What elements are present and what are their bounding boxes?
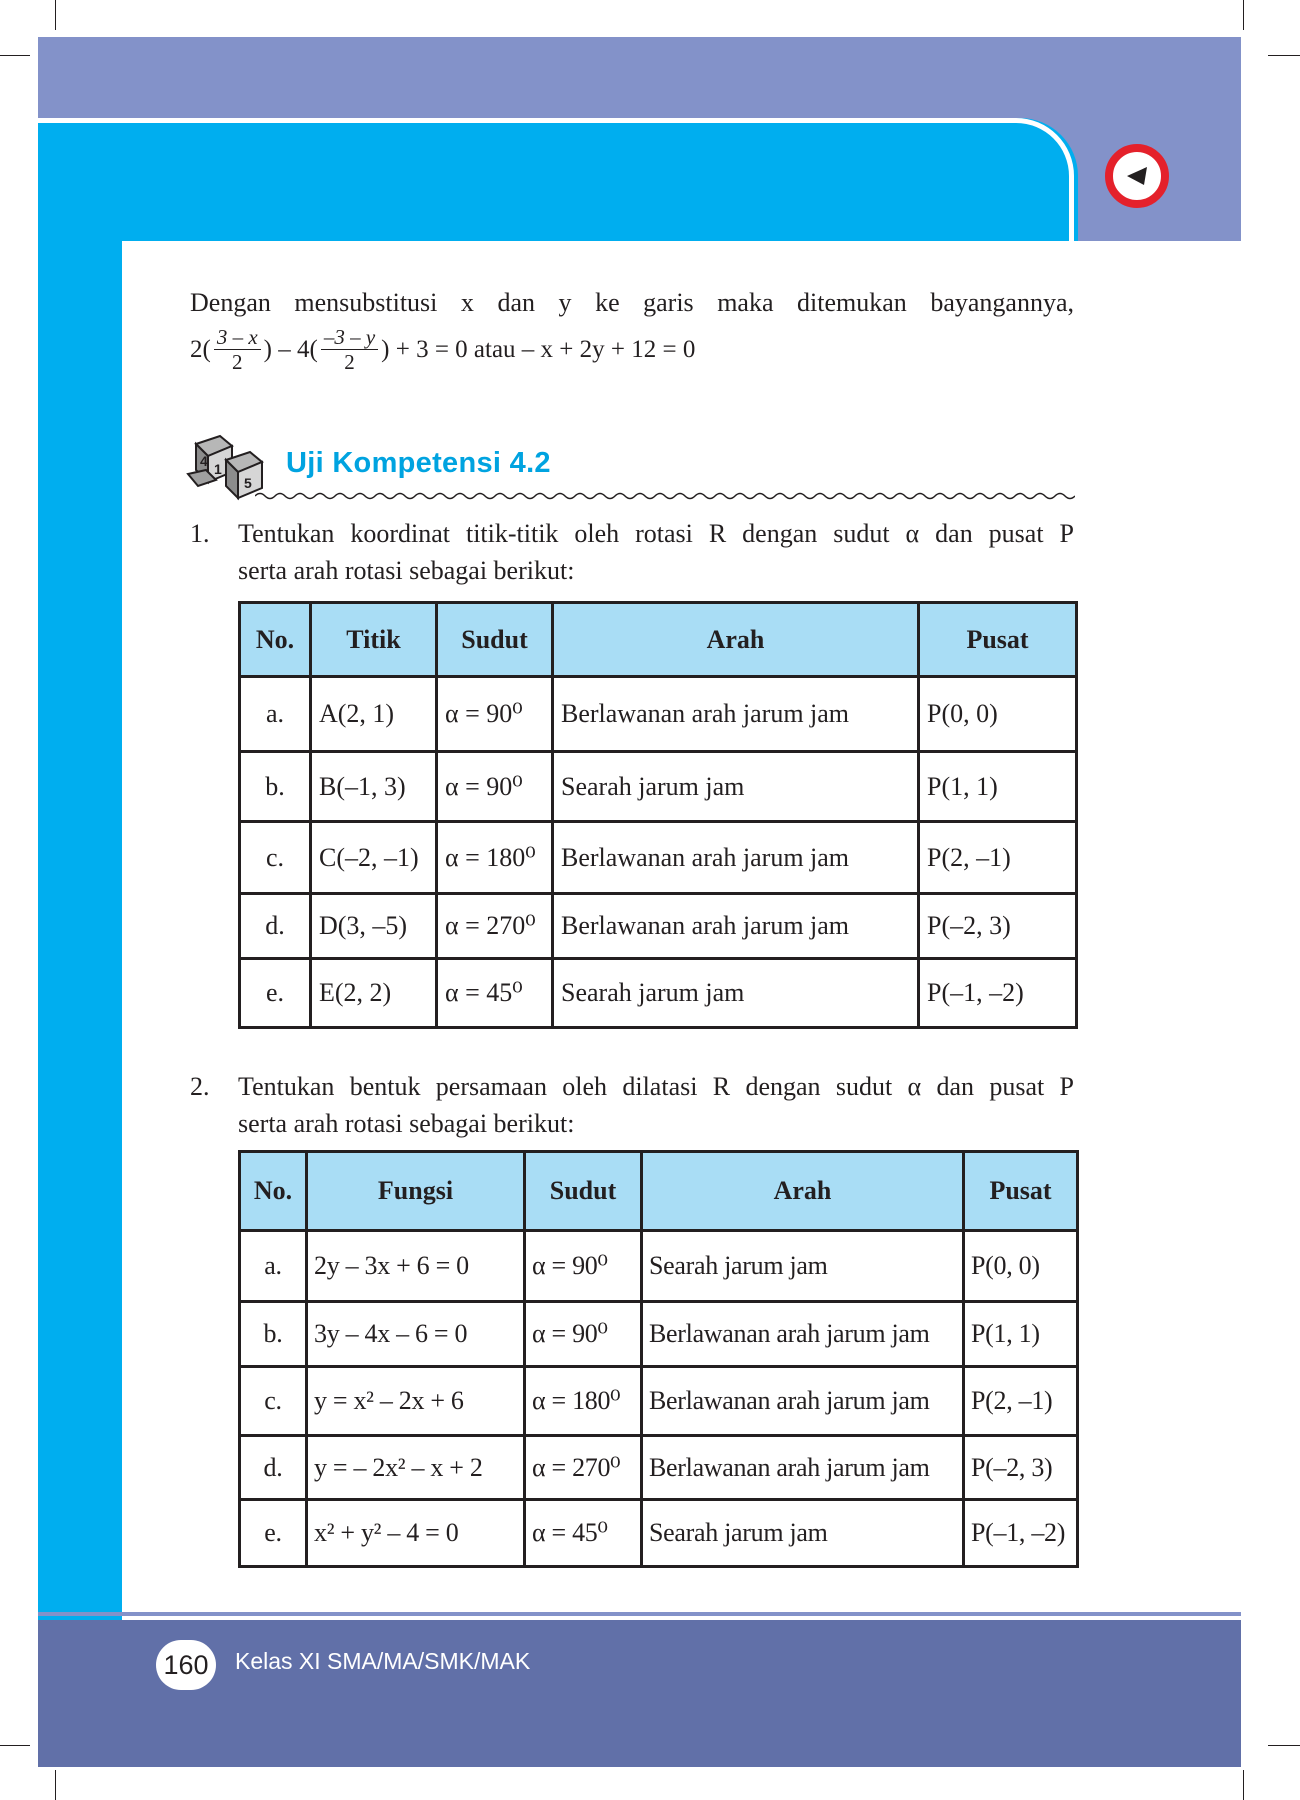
table-cell: Searah jarum jam bbox=[553, 752, 919, 822]
table-cell: P(0, 0) bbox=[964, 1231, 1078, 1302]
column-header: Titik bbox=[311, 603, 437, 677]
header-tab-outline bbox=[38, 118, 1074, 248]
table-cell: Berlawanan arah jarum jam bbox=[553, 677, 919, 752]
crop-mark bbox=[0, 1745, 30, 1746]
table-cell: Searah jarum jam bbox=[642, 1500, 964, 1567]
table-cell: α = 180⁰ bbox=[525, 1367, 642, 1436]
fraction-denominator: 2 bbox=[231, 349, 243, 374]
table-cell: P(0, 0) bbox=[919, 677, 1077, 752]
column-header: Arah bbox=[553, 603, 919, 677]
table-row bbox=[240, 894, 1077, 959]
equation-part: ) + 3 = 0 atau – x + 2y + 12 = 0 bbox=[381, 336, 696, 363]
table-cell: a. bbox=[240, 677, 311, 752]
table-row bbox=[240, 1367, 1078, 1436]
triangle-left-icon bbox=[1125, 166, 1149, 186]
section-title: Uji Kompetensi 4.2 bbox=[286, 447, 551, 479]
table-cell: c. bbox=[240, 1367, 307, 1436]
fraction-denominator: 2 bbox=[344, 349, 355, 374]
table-cell: α = 90⁰ bbox=[437, 677, 553, 752]
table-cell: d. bbox=[240, 1436, 307, 1500]
table-cell: 3y – 4x – 6 = 0 bbox=[307, 1302, 525, 1367]
back-button[interactable] bbox=[1105, 144, 1169, 208]
column-header: Sudut bbox=[437, 603, 553, 677]
table-cell: c. bbox=[240, 822, 311, 894]
footer-band bbox=[38, 1620, 1241, 1767]
crop-mark bbox=[55, 0, 56, 30]
question-1 bbox=[190, 515, 1074, 595]
table-cell: Berlawanan arah jarum jam bbox=[642, 1436, 964, 1500]
table-cell: α = 180⁰ bbox=[437, 822, 553, 894]
column-header: Arah bbox=[642, 1152, 964, 1231]
table-cell: P(–1, –2) bbox=[964, 1500, 1078, 1567]
left-margin-strip bbox=[38, 236, 122, 1620]
svg-text:1: 1 bbox=[214, 461, 222, 477]
table-cell: Berlawanan arah jarum jam bbox=[553, 822, 919, 894]
column-header: Fungsi bbox=[307, 1152, 525, 1231]
crop-mark bbox=[0, 55, 30, 56]
column-header: Sudut bbox=[525, 1152, 642, 1231]
table-cell: α = 45⁰ bbox=[525, 1500, 642, 1567]
crop-mark bbox=[1243, 0, 1244, 30]
equation-part: ) – 4( bbox=[263, 336, 318, 363]
table-row bbox=[240, 1231, 1078, 1302]
table-cell: 2y – 3x + 6 = 0 bbox=[307, 1231, 525, 1302]
crop-mark bbox=[55, 1770, 56, 1800]
table-cell: D(3, –5) bbox=[311, 894, 437, 959]
svg-text:4: 4 bbox=[200, 453, 208, 469]
table-cell: a. bbox=[240, 1231, 307, 1302]
puzzle-cubes-icon bbox=[186, 430, 266, 509]
table-cell: Berlawanan arah jarum jam bbox=[553, 894, 919, 959]
wavy-divider bbox=[255, 489, 1075, 503]
intro-equation bbox=[190, 320, 695, 380]
table-cell: Searah jarum jam bbox=[553, 959, 919, 1028]
table-cell: y = x² – 2x + 6 bbox=[307, 1367, 525, 1436]
footer-divider bbox=[38, 1612, 1241, 1616]
table-cell: Berlawanan arah jarum jam bbox=[642, 1302, 964, 1367]
fraction bbox=[214, 326, 261, 375]
column-header: Pusat bbox=[919, 603, 1077, 677]
crop-mark bbox=[1243, 1770, 1244, 1800]
table-cell: b. bbox=[240, 1302, 307, 1367]
question-number: 2. bbox=[190, 1072, 210, 1101]
table-cell: P(1, 1) bbox=[964, 1302, 1078, 1367]
table-cell: α = 45⁰ bbox=[437, 959, 553, 1028]
svg-text:5: 5 bbox=[244, 475, 252, 491]
table-row bbox=[240, 1436, 1078, 1500]
table-row bbox=[240, 1302, 1078, 1367]
table-cell: α = 90⁰ bbox=[525, 1231, 642, 1302]
table-cell: y = – 2x² – x + 2 bbox=[307, 1436, 525, 1500]
table-row bbox=[240, 752, 1077, 822]
table-cell: Searah jarum jam bbox=[642, 1231, 964, 1302]
question-text bbox=[238, 515, 1074, 589]
table-cell: C(–2, –1) bbox=[311, 822, 437, 894]
table-header-row bbox=[240, 1152, 1078, 1231]
rotation-table bbox=[238, 601, 1078, 1029]
table-row bbox=[240, 1500, 1078, 1567]
question-line: Tentukan bentuk persamaan oleh dilatasi R dengan sudut α dan pusat P bbox=[238, 1072, 1074, 1101]
question-text bbox=[238, 1068, 1074, 1142]
question-line: serta arah rotasi sebagai berikut: bbox=[238, 556, 575, 585]
question-2 bbox=[190, 1068, 1074, 1148]
table-cell: P(2, –1) bbox=[964, 1367, 1078, 1436]
table-cell: P(2, –1) bbox=[919, 822, 1077, 894]
table-row bbox=[240, 677, 1077, 752]
fraction-numerator: 3 – x bbox=[214, 326, 261, 350]
table-cell: x² + y² – 4 = 0 bbox=[307, 1500, 525, 1567]
crop-mark bbox=[1268, 1745, 1300, 1746]
table-cell: B(–1, 3) bbox=[311, 752, 437, 822]
book-title: Kelas XI SMA/MA/SMK/MAK bbox=[235, 1648, 531, 1674]
fraction bbox=[321, 326, 378, 375]
column-header: No. bbox=[240, 1152, 307, 1231]
table-cell: P(–1, –2) bbox=[919, 959, 1077, 1028]
question-line: serta arah rotasi sebagai berikut: bbox=[238, 1109, 575, 1138]
table-cell: α = 270⁰ bbox=[525, 1436, 642, 1500]
question-line: Tentukan koordinat titik-titik oleh rotasi R dengan sudut α dan pusat P bbox=[238, 519, 1074, 548]
table-cell: d. bbox=[240, 894, 311, 959]
table-cell: Berlawanan arah jarum jam bbox=[642, 1367, 964, 1436]
crop-mark bbox=[1268, 55, 1300, 56]
table-cell: α = 90⁰ bbox=[437, 752, 553, 822]
table-cell: α = 90⁰ bbox=[525, 1302, 642, 1367]
table-cell: P(–2, 3) bbox=[919, 894, 1077, 959]
question-number: 1. bbox=[190, 519, 210, 548]
table-row bbox=[240, 959, 1077, 1028]
column-header: No. bbox=[240, 603, 311, 677]
table-cell: P(–2, 3) bbox=[964, 1436, 1078, 1500]
table-cell: b. bbox=[240, 752, 311, 822]
table-cell: α = 270⁰ bbox=[437, 894, 553, 959]
table-row bbox=[240, 822, 1077, 894]
table-cell: E(2, 2) bbox=[311, 959, 437, 1028]
table-cell: A(2, 1) bbox=[311, 677, 437, 752]
table-cell: e. bbox=[240, 959, 311, 1028]
table-header-row bbox=[240, 603, 1077, 677]
intro-paragraph: Dengan mensubstitusi x dan y ke garis maka ditemukan bayangannya, bbox=[190, 288, 1074, 317]
fraction-numerator: –3 – y bbox=[321, 326, 378, 350]
table-cell: P(1, 1) bbox=[919, 752, 1077, 822]
table-cell: e. bbox=[240, 1500, 307, 1567]
dilation-table bbox=[238, 1150, 1079, 1568]
page-number: 160 bbox=[156, 1640, 216, 1690]
column-header: Pusat bbox=[964, 1152, 1078, 1231]
equation-part: 2( bbox=[190, 336, 211, 363]
